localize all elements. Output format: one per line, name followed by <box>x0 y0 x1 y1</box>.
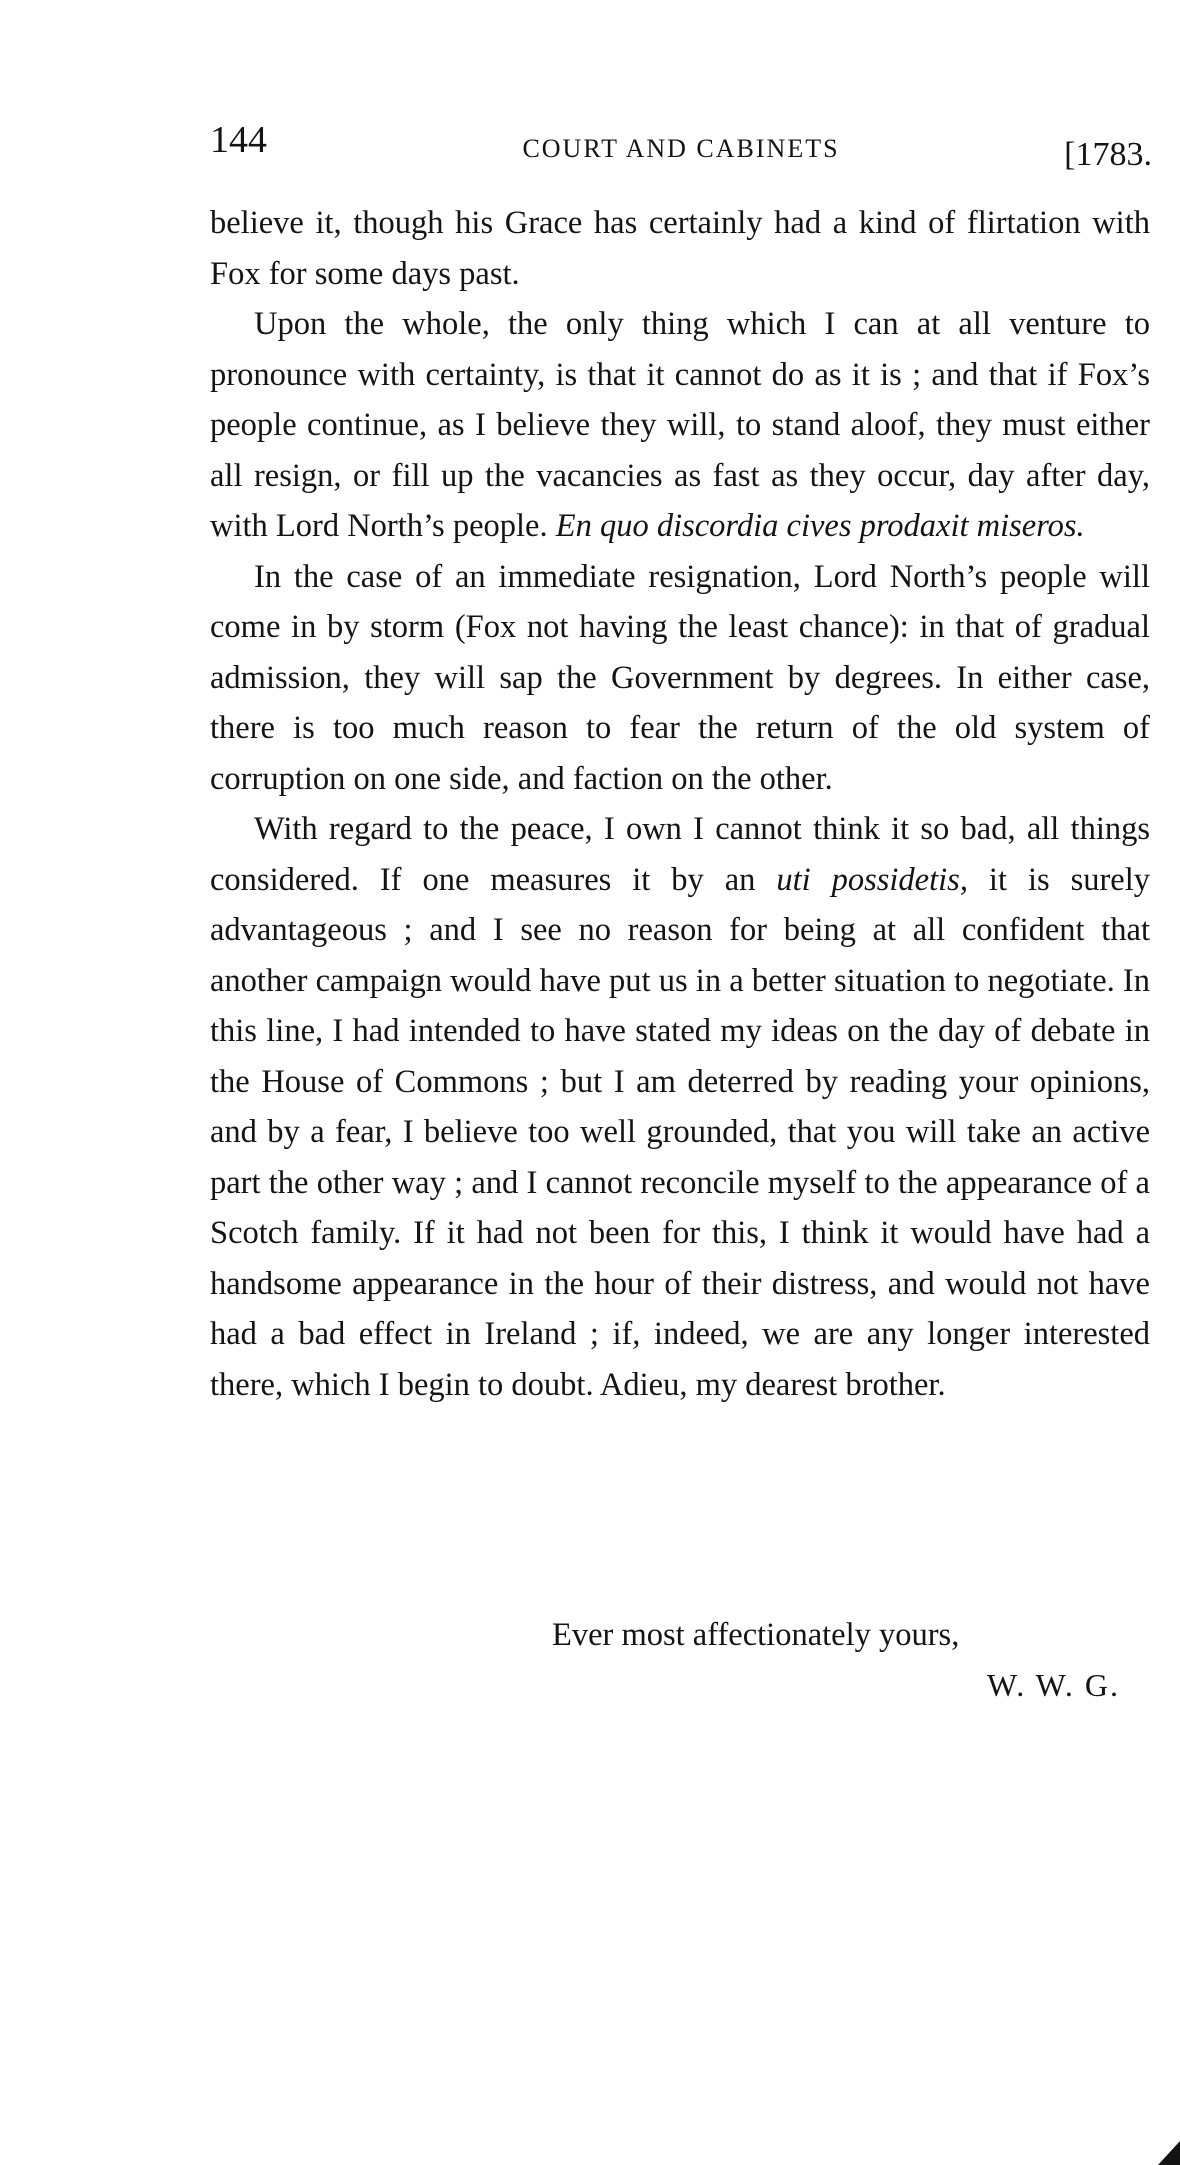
paragraph-4-text-b: it is surely advantageous ; and I see no reason for being at all confident that another campaign would have put us in a better situation to negotiate. In this line, I had intended to have stated my ideas on the day of debate in the House of Commons ; but I am deterred by reading your opinions, and by a fear, I believe too well grounded, that you will take an active part the other way ; and I cannot reconcile myself to the appearance of a Scotch family. If it had not been for this, I think it would have had a handsome appearance in the hour of their distress, and would not have had a bad effect in Ireland ; if, indeed, we are any longer interested there, which I begin to doubt. Adieu, my dearest brother. <box>210 861 1150 1403</box>
valediction: Ever most affectionately yours, <box>552 1617 960 1653</box>
latin-phrase: uti possidetis, <box>776 861 968 898</box>
running-title: COURT AND CABINETS <box>522 134 840 163</box>
paragraph-continuation <box>210 198 1150 299</box>
running-head <box>210 118 1152 178</box>
paragraph-4-text-a: With regard to the peace, I own I cannot think it so bad, all things considered. If one measures it by an <box>210 811 1150 898</box>
paragraph-1-text: believe it, though his Grace has certainly had a kind of flirtation with Fox for some days past. <box>210 205 1150 292</box>
year-marker: [1783. <box>1064 136 1152 173</box>
page-corner-mark <box>1158 2141 1180 2165</box>
letter-body <box>210 198 1150 1410</box>
paragraph-2-text: Upon the whole, the only thing which I can at all venture to pronounce with certainty, is that it cannot do as it is ; and that if Fox’s people continue, as I believe they will, to stand aloof, they must either all resign, or fill up the vacancies as fast as they occur, day after day, with Lord North’s people. <box>210 306 1150 544</box>
latin-quotation: En quo discordia cives prodaxit miseros. <box>555 508 1085 544</box>
paragraph-resignation <box>210 552 1150 805</box>
paragraph-whole <box>210 299 1150 552</box>
page-number: 144 <box>210 119 267 161</box>
paragraph-peace <box>210 804 1150 1410</box>
paragraph-3-text: In the case of an immediate resignation, Lord North’s people will come in by storm (Fox not having the least chance): in that of gradual admission, they will sap the Government by degrees. In either case, there is too much reason to fear the return of the old system of corruption on one side, and faction on the other. <box>210 558 1150 797</box>
signature: W. W. G. <box>986 1667 1120 1703</box>
